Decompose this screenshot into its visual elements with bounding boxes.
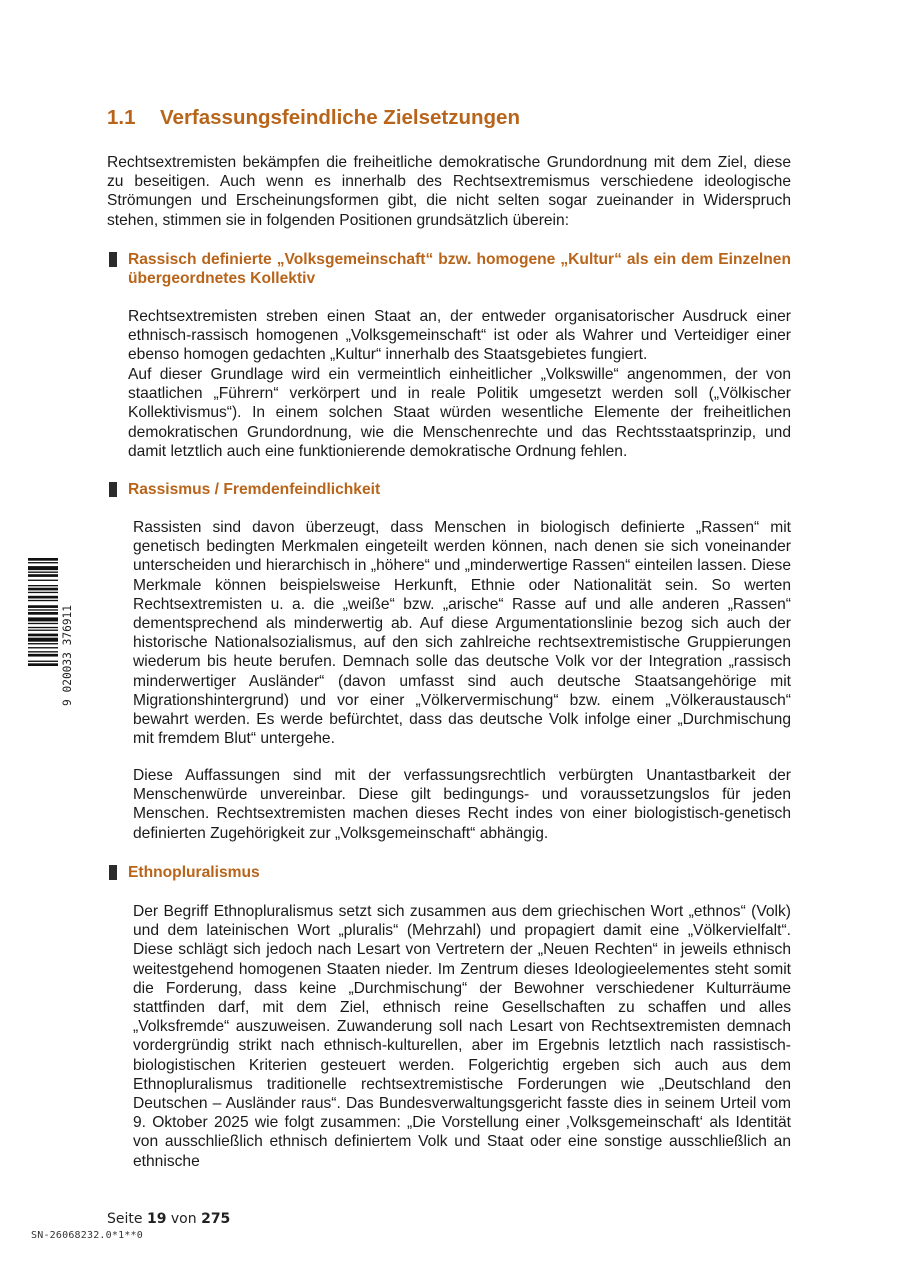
barcode-bar: [28, 580, 58, 581]
body-paragraph: Rechtsextremisten streben einen Staat an, der entweder organisatorischer Ausdruck einer ethnisch-rassisch homogenen „Volksgemeinschaft“ ist oder als Wahrer und Verteidiger einer ebenso homogen gedachten „Kultur“ innerhalb des Staatsgebietes fungiert.: [128, 308, 791, 364]
barcode-bar: [28, 612, 58, 615]
section-title: Verfassungsfeindliche Zielsetzungen: [160, 106, 520, 129]
barcode-bar: [28, 638, 58, 642]
bullet-marker: [109, 482, 117, 497]
barcode-bar: [28, 558, 58, 561]
body-paragraph: Rassisten sind davon überzeugt, dass Menschen in biologisch definierte „Rassen“ mit genetisch bedingten Merkmalen eingeteilt werden können, nach denen sie sich voneinander unterscheiden und hierarchisch in „höhere“ und „minderwertige Rassen“ einteilen lassen. Diese Merkmale können beispielsweise Herkunft, Ethnie oder Nationalität sein. So werten Rechtsextremisten u. a. die „weiße“ bzw. „arische“ Rasse auf und alle anderen „Rassen“ dementsprechend als minderwertig ab. Auf diese Argumentationslinie bezog sich auch der historische Nationalsozialismus, auf den sich zahlreiche rechtsextremistische Gruppierungen wiederum bis heute berufen. Demnach solle das deutsche Volk vor der Integration „rassisch minderwertiger Ausländer“ (davon umfasst sind auch deutsche Staatsangehörige mit Migrationshintergrund) und vor einer „Völkervermischung“ bzw. einem „Völkeraustausch“ bewahrt werden. Es werde befürchtet, dass das deutsche Volk infolge einer „Durchmischung mit fremdem Blut“ untergehe.: [133, 519, 791, 748]
barcode-bar: [28, 654, 58, 657]
subheading-text: Ethnopluralismus: [128, 864, 260, 881]
barcode-bar: [28, 651, 58, 652]
barcode-bar: [28, 663, 58, 666]
body-paragraph: Der Begriff Ethnopluralismus setzt sich zusammen aus dem griechischen Wort „ethnos“ (Volk) und dem lateinischen Wort „pluralis“ (Mehrzahl) und propagiert damit eine „Völkervielfalt“. Diese schlägt sich jedoch nach Lesart von Vertretern der „Neuen Rechten“ in jeweils ethnisch weitestgehend homogenen Staaten nieder. Im Zentrum dieses Ideologieelementes steht somit die Forderung, dass keine „Durchmischung“ der Bewohner verschiedener Kulturräume stattfinden darf, mit dem Ziel, ethnisch reine Gesellschaften zu schaffen und alles „Volksfremde“ auszuweisen. Zuwanderung soll nach Lesart von Rechtsextremisten demnach vordergründig strikt nach ethnisch-kulturellen, aber im Ergebnis letztlich nach rassistisch-biologistischen Kriterien gesteuert werden. Folgerichtig ergeben sich auch aus dem Ethnopluralismus traditionelle rechtsextremistische Forderungen wie „Deutschland den Deutschen – Ausländer raus“. Das Bundesverwaltungsgericht fasste dies in seinem Urteil vom 9. Oktober 2025 wie folgt zusammen: „Die Vorstellung einer ‚Volksgemeinschaft‘ als Identität von ausschließlich ethnisch definiertem Volk und Staat oder eine sonstige ausschließlich an ethnische: [133, 903, 791, 1170]
subheading-ethnopluralismus: [109, 863, 791, 882]
barcode-bar: [28, 574, 58, 577]
document-id: SN-26068232.0*1**0: [31, 1230, 143, 1241]
subheading-rassismus: [109, 480, 791, 499]
body-paragraph: Diese Auffassungen sind mit der verfassungsrechtlich verbürgten Unantastbarkeit der Menschenwürde unvereinbar. Diese gilt bedingungs- und voraussetzungslos für jeden Menschen. Rechtsextremisten machen dieses Recht indes von einer biologistisch-genetisch definierten Zugehörigkeit zur „Volksgemeinschaft“ abhängig.: [133, 767, 791, 842]
section-number: 1.1: [107, 106, 136, 129]
subheading-text: Rassismus / Fremdenfeindlichkeit: [128, 481, 381, 498]
barcode-digits: 9 020033 376911: [61, 604, 74, 706]
subheading-volksgemeinschaft: [109, 250, 791, 288]
barcode-bar: [28, 566, 58, 570]
barcode-bar: [28, 600, 58, 601]
barcode-bar: [28, 623, 58, 624]
bullet-marker: [109, 865, 117, 880]
barcode-bar: [28, 630, 58, 631]
barcode-bar: [28, 627, 58, 628]
barcode-bar: [28, 572, 58, 573]
section-heading: [107, 106, 520, 130]
barcode-bar: [28, 634, 58, 637]
intro-paragraph: Rechtsextremisten bekämpfen die freiheitliche demokratische Grundordnung mit dem Ziel, diese zu beseitigen. Auch wenn es innerhalb des Rechtsextremismus verschiedene ideologische Strömungen und Erscheinungsformen gibt, die nicht selten sogar zueinander in Widerspruch stehen, stimmen sie in folgenden Positionen grundsätzlich überein:: [107, 154, 791, 229]
barcode-bar: [28, 647, 58, 648]
barcode-bar: [28, 605, 58, 608]
subheading-text: Rassisch definierte „Volksgemeinschaft“ bzw. homogene „Kultur“ als ein dem Einzelnen übergeordnetes Kollektiv: [128, 251, 791, 288]
barcode-bar: [28, 617, 58, 621]
body-paragraph: Auf dieser Grundlage wird ein vermeintlich einheitlicher „Volkswille“ angenommen, der von staatlichen „Führern“ verkörpert und in reale Politik umgesetzt werden soll („Völkischer Kollektivismus“). In einem solchen Staat würden wesentliche Elemente der freiheitlichen demokratischen Grundordnung, wie die Menschenrechte und das Rechtsstaatsprinzip, und damit letztlich auch eine funktionierende demokratische Ordnung fehlen.: [128, 366, 791, 460]
barcode-bar: [28, 661, 58, 662]
barcode-bar: [28, 609, 58, 610]
bullet-marker: [109, 252, 117, 267]
barcode-bar: [28, 588, 58, 591]
barcode-bar: [28, 592, 58, 593]
barcode: [28, 556, 72, 706]
barcode-bar: [28, 643, 58, 644]
page-number: Seite 19 von 275: [107, 1211, 231, 1227]
barcode-bar: [28, 562, 58, 563]
barcode-bar: [28, 596, 58, 599]
barcode-bar: [28, 585, 58, 586]
